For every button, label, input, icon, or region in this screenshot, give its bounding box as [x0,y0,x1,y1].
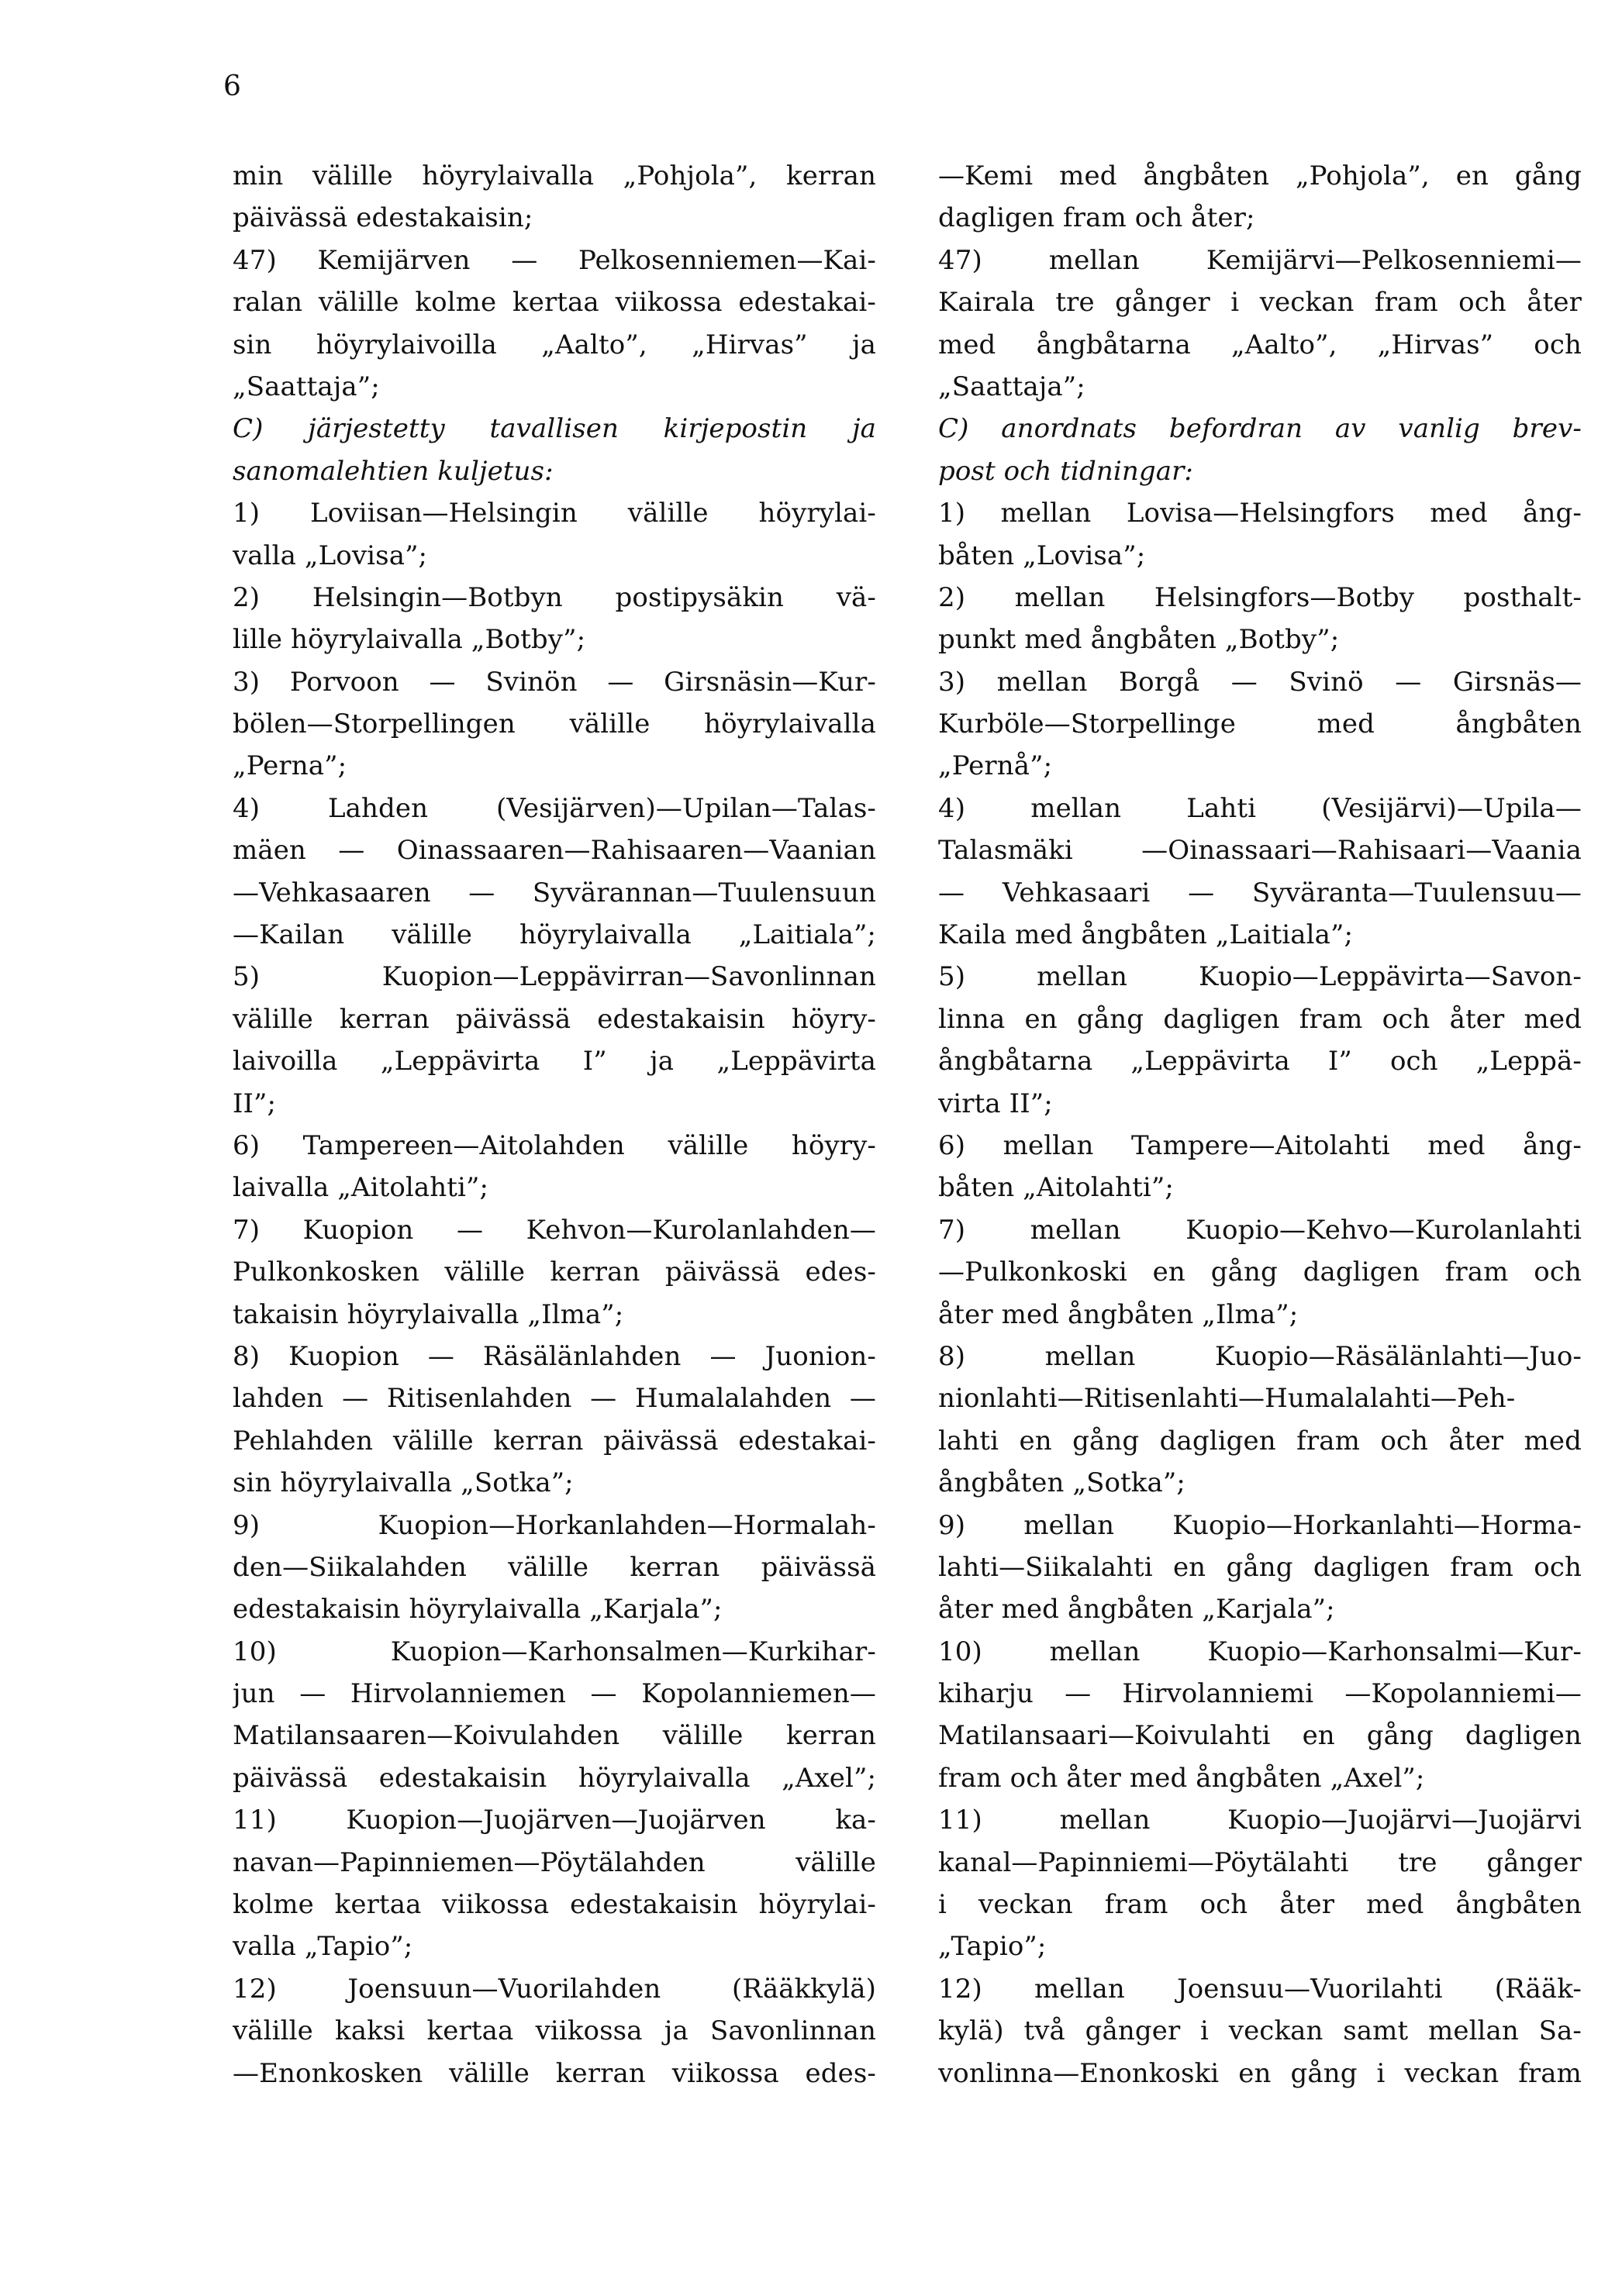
text-line: valla „Tapio”; [233,1931,413,1963]
text-line: ångbåtarna „Leppävirta I” och „Leppä- [938,1046,1582,1077]
text-line: 47) mellan Kemijärvi—Pelkosenniemi— [938,244,1582,276]
text-line: „Perna”; [233,750,347,782]
text-line: 1) Loviisan—Helsingin välille höyrylai- [233,498,876,529]
text-line: med ångbåtarna „Aalto”, „Hirvas” och [938,329,1582,360]
text-line: C) järjestetty tavallisen kirjepostin ja [233,413,876,445]
text-line: vonlinna—Enonkoski en gång i veckan fram [938,2057,1582,2089]
text-line: den—Siikalahden välille kerran päivässä [233,1551,876,1583]
text-line: virta II”; [938,1088,1053,1119]
page-number: 6 [223,71,241,102]
text-line: nionlahti—Ritisenlahti—Humalalahti—Peh- [938,1383,1516,1415]
text-line: åter med ångbåten „Karjala”; [938,1594,1335,1625]
text-line: 8) mellan Kuopio—Räsälänlahti—Juo- [938,1340,1582,1372]
text-line: laivalla „Aitolahti”; [233,1172,489,1204]
text-line: 8) Kuopion — Räsälänlahden — Juonion- [233,1340,876,1372]
text-line: päivässä edestakaisin höyrylaivalla „Axel”; [233,1762,876,1794]
text-line: 5) Kuopion—Leppävirran—Savonlinnan [233,961,876,993]
text-line: välille kerran päivässä edestakaisin höyry- [233,1003,876,1035]
text-line: 11) mellan Kuopio—Juojärvi—Juojärvi [938,1805,1582,1836]
text-line: ralan välille kolme kertaa viikossa edestakai- [233,287,876,319]
text-line: 3) mellan Borgå — Svinö — Girsnäs— [938,666,1582,698]
text-line: post och tidningar: [938,455,1193,487]
text-line: linna en gång dagligen fram och åter med [938,1003,1582,1035]
text-line: 2) mellan Helsingfors—Botby posthalt- [938,581,1582,613]
text-line: 4) Lahden (Vesijärven)—Upilan—Talas- [233,792,876,824]
text-line: Kaila med ångbåten „Laitiala”; [938,919,1354,951]
text-line: min välille höyrylaivalla „Pohjola”, kerran [233,160,876,191]
text-line: 3) Porvoon — Svinön — Girsnäsin—Kur- [233,666,876,698]
text-line: kanal—Papinniemi—Pöytälahti tre gånger [938,1846,1582,1878]
text-line: Matilansaaren—Koivulahden välille kerran [233,1720,876,1752]
text-line: II”; [233,1088,277,1119]
text-line: 1) mellan Lovisa—Helsingfors med ång- [938,498,1582,529]
text-line: Talasmäki —Oinassaari—Rahisaari—Vaania [938,835,1582,867]
text-line: —Kemi med ångbåten „Pohjola”, en gång [938,160,1582,191]
text-line: kylä) två gånger i veckan samt mellan Sa- [938,2015,1582,2047]
text-line: —Kailan välille höyrylaivalla „Laitiala”; [233,919,876,951]
text-line: 11) Kuopion—Juojärven—Juojärven ka- [233,1805,876,1836]
text-line: „Tapio”; [938,1931,1047,1963]
text-line: C) anordnats befordran av vanlig brev- [938,413,1582,445]
finnish-text-column [233,155,876,2094]
text-line: 7) Kuopion — Kehvon—Kurolanlahden— [233,1214,876,1246]
text-line: bölen—Storpellingen välille höyrylaivalla [233,708,876,740]
text-line: — Vehkasaari — Syväranta—Tuulensuu— [938,877,1582,908]
text-line: 7) mellan Kuopio—Kehvo—Kurolanlahti [938,1214,1582,1246]
text-line: Pulkonkosken välille kerran päivässä edes- [233,1257,876,1288]
text-line: —Enonkosken välille kerran viikossa edes- [233,2057,876,2089]
text-line: lahden — Ritisenlahden — Humalalahden — [233,1383,876,1415]
text-line: „Saattaja”; [233,371,380,402]
text-line: 5) mellan Kuopio—Leppävirta—Savon- [938,961,1582,993]
text-line: 6) mellan Tampere—Aitolahti med ång- [938,1129,1582,1161]
text-line: takaisin höyrylaivalla „Ilma”; [233,1298,624,1330]
text-line: sin höyrylaivoilla „Aalto”, „Hirvas” ja [233,329,876,360]
text-line: fram och åter med ångbåten „Axel”; [938,1762,1425,1794]
text-line: dagligen fram och åter; [938,202,1255,234]
text-line: lille höyrylaivalla „Botby”; [233,624,586,656]
text-line: Kairala tre gånger i veckan fram och åter [938,287,1582,319]
text-line: båten „Lovisa”; [938,540,1146,571]
text-line: 10) mellan Kuopio—Karhonsalmi—Kur- [938,1636,1582,1667]
text-line: kiharju — Hirvolanniemi —Kopolanniemi— [938,1678,1582,1710]
text-line: ångbåten „Sotka”; [938,1467,1185,1499]
text-line: båten „Aitolahti”; [938,1172,1174,1204]
text-line: mäen — Oinassaaren—Rahisaaren—Vaanian [233,835,876,867]
text-line: 10) Kuopion—Karhonsalmen—Kurkihar- [233,1636,876,1667]
text-line: kolme kertaa viikossa edestakaisin höyrylai- [233,1889,876,1921]
text-line: navan—Papinniemen—Pöytälahden välille [233,1846,876,1878]
text-line: punkt med ångbåten „Botby”; [938,624,1340,656]
text-line: jun — Hirvolanniemen — Kopolanniemen— [233,1678,876,1710]
text-line: Kurböle—Storpellinge med ångbåten [938,708,1582,740]
text-line: 12) Joensuun—Vuorilahden (Rääkkylä) [233,1973,876,2005]
text-line: 6) Tampereen—Aitolahden välille höyry- [233,1129,876,1161]
text-line: 9) Kuopion—Horkanlahden—Hormalah- [233,1509,876,1541]
text-line: 12) mellan Joensuu—Vuorilahti (Rääk- [938,1973,1582,2005]
text-line: i veckan fram och åter med ångbåten [938,1889,1582,1921]
text-line: 2) Helsingin—Botbyn postipysäkin vä- [233,581,876,613]
text-line: lahti—Siikalahti en gång dagligen fram och [938,1551,1582,1583]
text-line: 9) mellan Kuopio—Horkanlahti—Horma- [938,1509,1582,1541]
text-line: sin höyrylaivalla „Sotka”; [233,1467,574,1499]
text-line: laivoilla „Leppävirta I” ja „Leppävirta [233,1046,876,1077]
text-line: 47) Kemijärven — Pelkosenniemen—Kai- [233,244,876,276]
text-line: valla „Lovisa”; [233,540,428,571]
text-line: „Pernå”; [938,750,1053,782]
text-line: —Vehkasaaren — Syvärannan—Tuulensuun [233,877,876,908]
text-line: päivässä edestakaisin; [233,202,533,234]
text-line: —Pulkonkoski en gång dagligen fram och [938,1257,1582,1288]
text-line: åter med ångbåten „Ilma”; [938,1298,1299,1330]
text-line: edestakaisin höyrylaivalla „Karjala”; [233,1594,723,1625]
text-line: sanomalehtien kuljetus: [233,455,554,487]
text-line: lahti en gång dagligen fram och åter med [938,1425,1582,1457]
text-line: „Saattaja”; [938,371,1085,402]
text-line: Matilansaari—Koivulahti en gång dagligen [938,1720,1582,1752]
text-line: Pehlahden välille kerran päivässä edestakai- [233,1425,876,1457]
text-line: 4) mellan Lahti (Vesijärvi)—Upila— [938,792,1582,824]
text-line: välille kaksi kertaa viikossa ja Savonlinnan [233,2015,876,2047]
swedish-text-column [938,155,1582,2094]
